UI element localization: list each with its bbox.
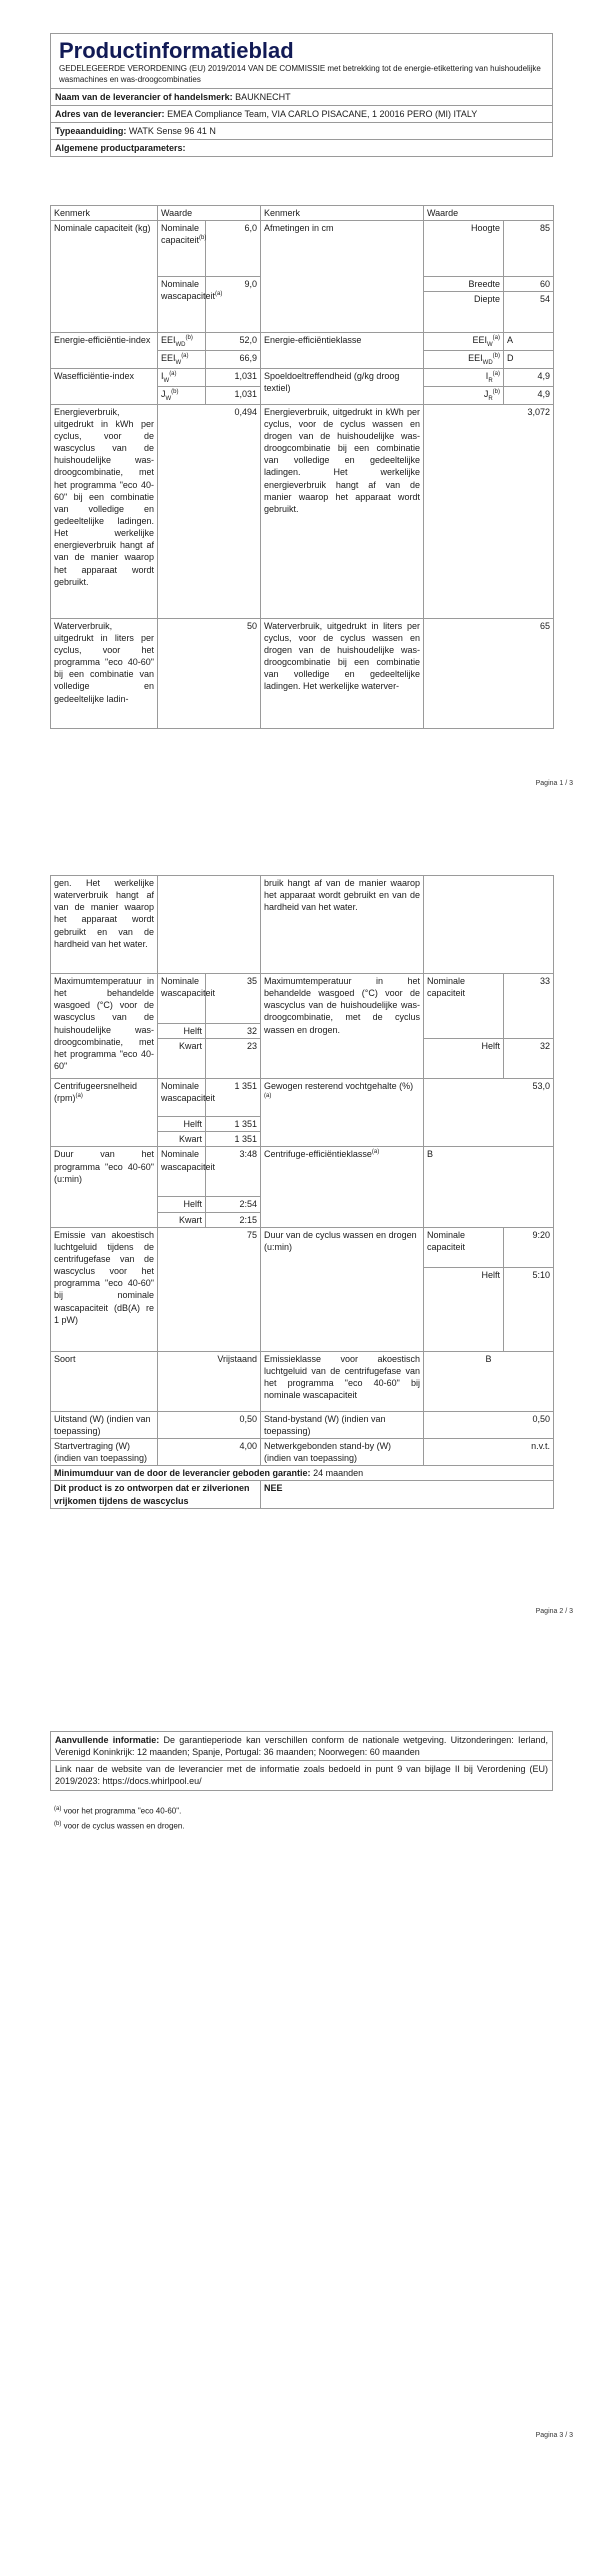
spinclass-value: B (424, 1147, 554, 1227)
water2-label: Waterverbruik, uitgedrukt in liters per cyclus, voor de cyclus wassen en drogen van de huishoudelijke was-droogcombinatie bij een combinatie van volledige en gedeeltelijke ladingen. Het werkelijke waterver- (261, 618, 424, 728)
delay-value: 4,00 (158, 1438, 261, 1465)
page-number-3: Pagina 3 / 3 (535, 2432, 573, 2439)
temp-value-3: 23 (206, 1039, 261, 1079)
temp2-value-2: 32 (504, 1039, 554, 1079)
duration2-label: Duur van de cyclus wassen en drogen (u:min) (261, 1227, 424, 1351)
silver-value: NEE (261, 1481, 554, 1508)
info-sheet-header (50, 33, 553, 157)
duration-sub-2: Helft (158, 1197, 206, 1212)
capacity-value-1: 6,0 (206, 221, 261, 277)
footnote-b: $^{(b)}$ voor de cyclus wassen en drogen. (54, 1821, 185, 1831)
dimensions-label: Afmetingen in cm (261, 221, 424, 333)
additional-info-row (51, 1732, 552, 1761)
temp2-sub-2: Helft (424, 1039, 504, 1079)
standby-label: Stand-bystand (W) (indien van toepassing) (261, 1411, 424, 1438)
page-number-1: Pagina 1 / 3 (535, 780, 573, 787)
rinse-jw-value: 4,9 (504, 386, 554, 404)
type-label: Soort (51, 1351, 158, 1411)
wei-iw-value: 1,031 (206, 368, 261, 386)
address-value: EMEA Compliance Team, VIA CARLO PISACANE, 1 20016 PERO (MI) ITALY (167, 108, 478, 119)
wei-iw-label: $I_W^{(a)}$ (158, 368, 206, 386)
temp2-label: Maximumtemperatuur in het behandelde wasgoed (°C) voor de wascyclus van de huishoudelijke was-droogcombinatie, met de cyclus wassen en drogen. (261, 974, 424, 1079)
capacity-value-2: 9,0 (206, 277, 261, 333)
height-label: Hoogte (424, 221, 504, 277)
noise-value: 75 (158, 1227, 261, 1351)
duration-label: Duur van het programma "eco 40-60" (u:min) (51, 1147, 158, 1227)
address-label: Adres van de leverancier: (55, 108, 165, 119)
water2-value: 65 (424, 618, 554, 728)
temp2-value-1: 33 (504, 974, 554, 1039)
eec-wd-value: A (504, 333, 554, 351)
delay-label: Startvertraging (W) (indien van toepassing) (51, 1438, 158, 1465)
eec-w-label: $EEI_{WD}^{(b)}$ (424, 351, 504, 369)
spin-value-1: 1 351 (206, 1079, 261, 1117)
rinse-label: Spoeldoeltreffendheid (g/kg droog textiel) (261, 368, 424, 404)
capacity-sub-1: Nominale capaciteit$^{(b)}$ (158, 221, 206, 277)
supplier-link-text: Link naar de website van de leverancier met de informatie zoals bedoeld in punt 9 van bijlage II bij Verordening (EU) 2019/2023: https://docs.whirlpool.eu/ (55, 1764, 548, 1787)
noiseclass-label: Emissieklasse voor akoestisch luchtgeluid van de centrifugefase van het programma "eco 40-60" bij nominale wascapaciteit (261, 1351, 424, 1411)
temp-sub-3: Kwart (158, 1039, 206, 1079)
eec-wd-label: $EEI_W^{(a)}$ (424, 333, 504, 351)
address-row (51, 106, 552, 123)
duration-sub-1: Nominale wascapaciteit (158, 1147, 206, 1197)
guarantee-row (51, 1466, 554, 1481)
eei-label: Energie-efficiëntie-index (51, 333, 158, 369)
duration-sub-3: Kwart (158, 1212, 206, 1227)
supplier-value: BAUKNECHT (235, 91, 291, 102)
header-waarde-2: Waarde (424, 206, 554, 221)
energy2-label: Energieverbruik, uitgedrukt in kWh per cyclus, voor de cyclus wassen en drogen van de huishoudelijke was-droogcombinatie bij een combinatie van volledige en gedeeltelijke ladingen. Het werkelijke energieverbruik hangt af van de manier waarop het apparaat wordt gebruikt. (261, 404, 424, 618)
height-value: 85 (504, 221, 554, 277)
eei-wd-label: $EEI_{WD}^{(b)}$ (158, 333, 206, 351)
rinse-iw-label: $I_R^{(a)}$ (424, 368, 504, 386)
eec-label: Energie-efficiëntieklasse (261, 333, 424, 369)
network-value: n.v.t. (424, 1438, 554, 1465)
standby-value: 0,50 (424, 1411, 554, 1438)
guarantee-value: 24 maanden (313, 1468, 364, 1479)
supplier-label: Naam van de leverancier of handelsmerk: (55, 91, 233, 102)
footnote-a: $^{(a)}$ voor het programma "eco 40-60". (54, 1806, 182, 1816)
page-number-2: Pagina 2 / 3 (535, 1608, 573, 1615)
off-label: Uitstand (W) (indien van toepassing) (51, 1411, 158, 1438)
energy2-value: 3,072 (424, 404, 554, 618)
additional-info-text: De garantieperiode kan verschillen conform de nationale wetgeving. Uitzonderingen: Ierland, Verenigd Koninkrijk: 12 maanden; Spanje, Portugal: 36 maanden; Noorwegen: 60 maanden (55, 1735, 548, 1758)
energy-value: 0,494 (158, 404, 261, 618)
spin-sub-1: Nominale wascapaciteit (158, 1079, 206, 1117)
header-waarde: Waarde (158, 206, 261, 221)
supplier-row (51, 89, 552, 106)
rinse-iw-value: 4,9 (504, 368, 554, 386)
spin-label: Centrifugeersnelheid (rpm)$^{(a)}$ (51, 1079, 158, 1147)
off-value: 0,50 (158, 1411, 261, 1438)
noiseclass-value: B (424, 1351, 554, 1411)
temp-sub-2: Helft (158, 1024, 206, 1039)
temp-sub-1: Nominale wascapaciteit (158, 974, 206, 1024)
additional-info-box (50, 1731, 553, 1791)
water-value: 50 (158, 618, 261, 728)
width-label: Breedte (424, 277, 503, 292)
additional-info-label: Aanvullende informatie: (55, 1735, 160, 1745)
temp2-sub-1: Nominale capaciteit (424, 974, 504, 1039)
model-row (51, 123, 552, 140)
temp-label: Maximumtemperatuur in het behandelde wasgoed (°C) voor de wascyclus van de huishoudelijke was-droogcombinatie, met het programma "eco 40-60" (51, 974, 158, 1079)
water2-label-cont: bruik hangt af van de manier waarop het apparaat wordt gebruikt en van de hardheid van het water. (261, 876, 424, 974)
temp-value-2: 32 (206, 1024, 261, 1039)
network-label: Netwerkgebonden stand-by (W) (indien van toepassing) (261, 1438, 424, 1465)
spinclass-label: Centrifuge-efficiëntieklasse$^{(a)}$ (261, 1147, 424, 1227)
params-table-2 (50, 875, 553, 1509)
wei-label: Wasefficiëntie-index (51, 368, 158, 404)
page-title: Productinformatieblad (59, 38, 294, 63)
capacity-label: Nominale capaciteit (kg) (51, 221, 158, 333)
silver-label: Dit product is zo ontworpen dat er zilverionen vrijkomen tijdens de wascyclus (51, 1481, 261, 1508)
spin-sub-3: Kwart (158, 1132, 206, 1147)
general-heading: Algemene productparameters: (55, 143, 186, 154)
temp-value-1: 35 (206, 974, 261, 1024)
duration-value-1: 3:48 (206, 1147, 261, 1197)
energy-label: Energieverbruik, uitgedrukt in kWh per cyclus, voor de wascyclus van de huishoudelijke was-droogcombinatie, met het programma "eco 40-60" bij een combinatie van volledige en gedeeltelijke ladingen. Het werkelijke energieverbruik hangt af van de manier waarop het apparaat wordt gebruikt. (51, 404, 158, 618)
duration2-sub-2: Helft (424, 1267, 504, 1351)
width-value: 60 (504, 277, 553, 292)
depth-value: 54 (539, 294, 550, 305)
rinse-jw-label: $J_R^{(b)}$ (424, 386, 504, 404)
moist-value: 53,0 (424, 1079, 554, 1147)
wei-jw-value: 1,031 (206, 386, 261, 404)
wei-jw-label: $J_W^{(b)}$ (158, 386, 206, 404)
moist-label: Gewogen resterend vochtgehalte (%)$^{(a)}$ (261, 1079, 424, 1147)
spin-value-2: 1 351 (206, 1117, 261, 1132)
duration2-value-1: 9:20 (504, 1227, 554, 1267)
spin-sub-2: Helft (158, 1117, 206, 1132)
spin-value-3: 1 351 (206, 1132, 261, 1147)
duration2-value-2: 5:10 (504, 1267, 554, 1351)
water-label: Waterverbruik, uitgedrukt in liters per cyclus, voor het programma "eco 40-60" bij een combinatie van volledige en gedeeltelijke ladin- (51, 618, 158, 728)
noise-label: Emissie van akoestisch luchtgeluid tijdens de centrifugefase van de wascyclus voor het programma "eco 40-60" bij nominale wascapaciteit (dB(A) re 1 pW) (51, 1227, 158, 1351)
model-value: WATK Sense 96 41 N (128, 125, 216, 136)
eei-w-value: 66,9 (206, 351, 261, 369)
header-kenmerk: Kenmerk (51, 206, 158, 221)
depth-label: Diepte (473, 294, 500, 305)
eec-w-value: D (504, 351, 554, 369)
eei-w-label: $EEI_W^{(a)}$ (158, 351, 206, 369)
header-kenmerk-2: Kenmerk (261, 206, 424, 221)
guarantee-label: Minimumduur van de door de leverancier geboden garantie: (54, 1468, 311, 1479)
water-label-cont: gen. Het werkelijke waterverbruik hangt af van de manier waarop het apparaat wordt gebruikt en van de hardheid van het water. (51, 876, 158, 974)
params-table-1 (50, 205, 553, 729)
capacity-sub-2: Nominale wascapaciteit$^{(a)}$ (158, 277, 206, 333)
duration2-sub-1: Nominale capaciteit (424, 1227, 504, 1267)
eei-wd-value: 52,0 (206, 333, 261, 351)
duration-value-3: 2:15 (206, 1212, 261, 1227)
model-label: Typeaanduiding: (55, 125, 127, 136)
regulation-text: GEDELEGEERDE VERORDENING (EU) 2019/2014 VAN DE COMMISSIE met betrekking tot de energie-etikettering van huishoudelijke wasmachines en was-droogcombinaties (59, 64, 541, 84)
duration-value-2: 2:54 (206, 1197, 261, 1212)
type-value: Vrijstaand (158, 1351, 261, 1411)
